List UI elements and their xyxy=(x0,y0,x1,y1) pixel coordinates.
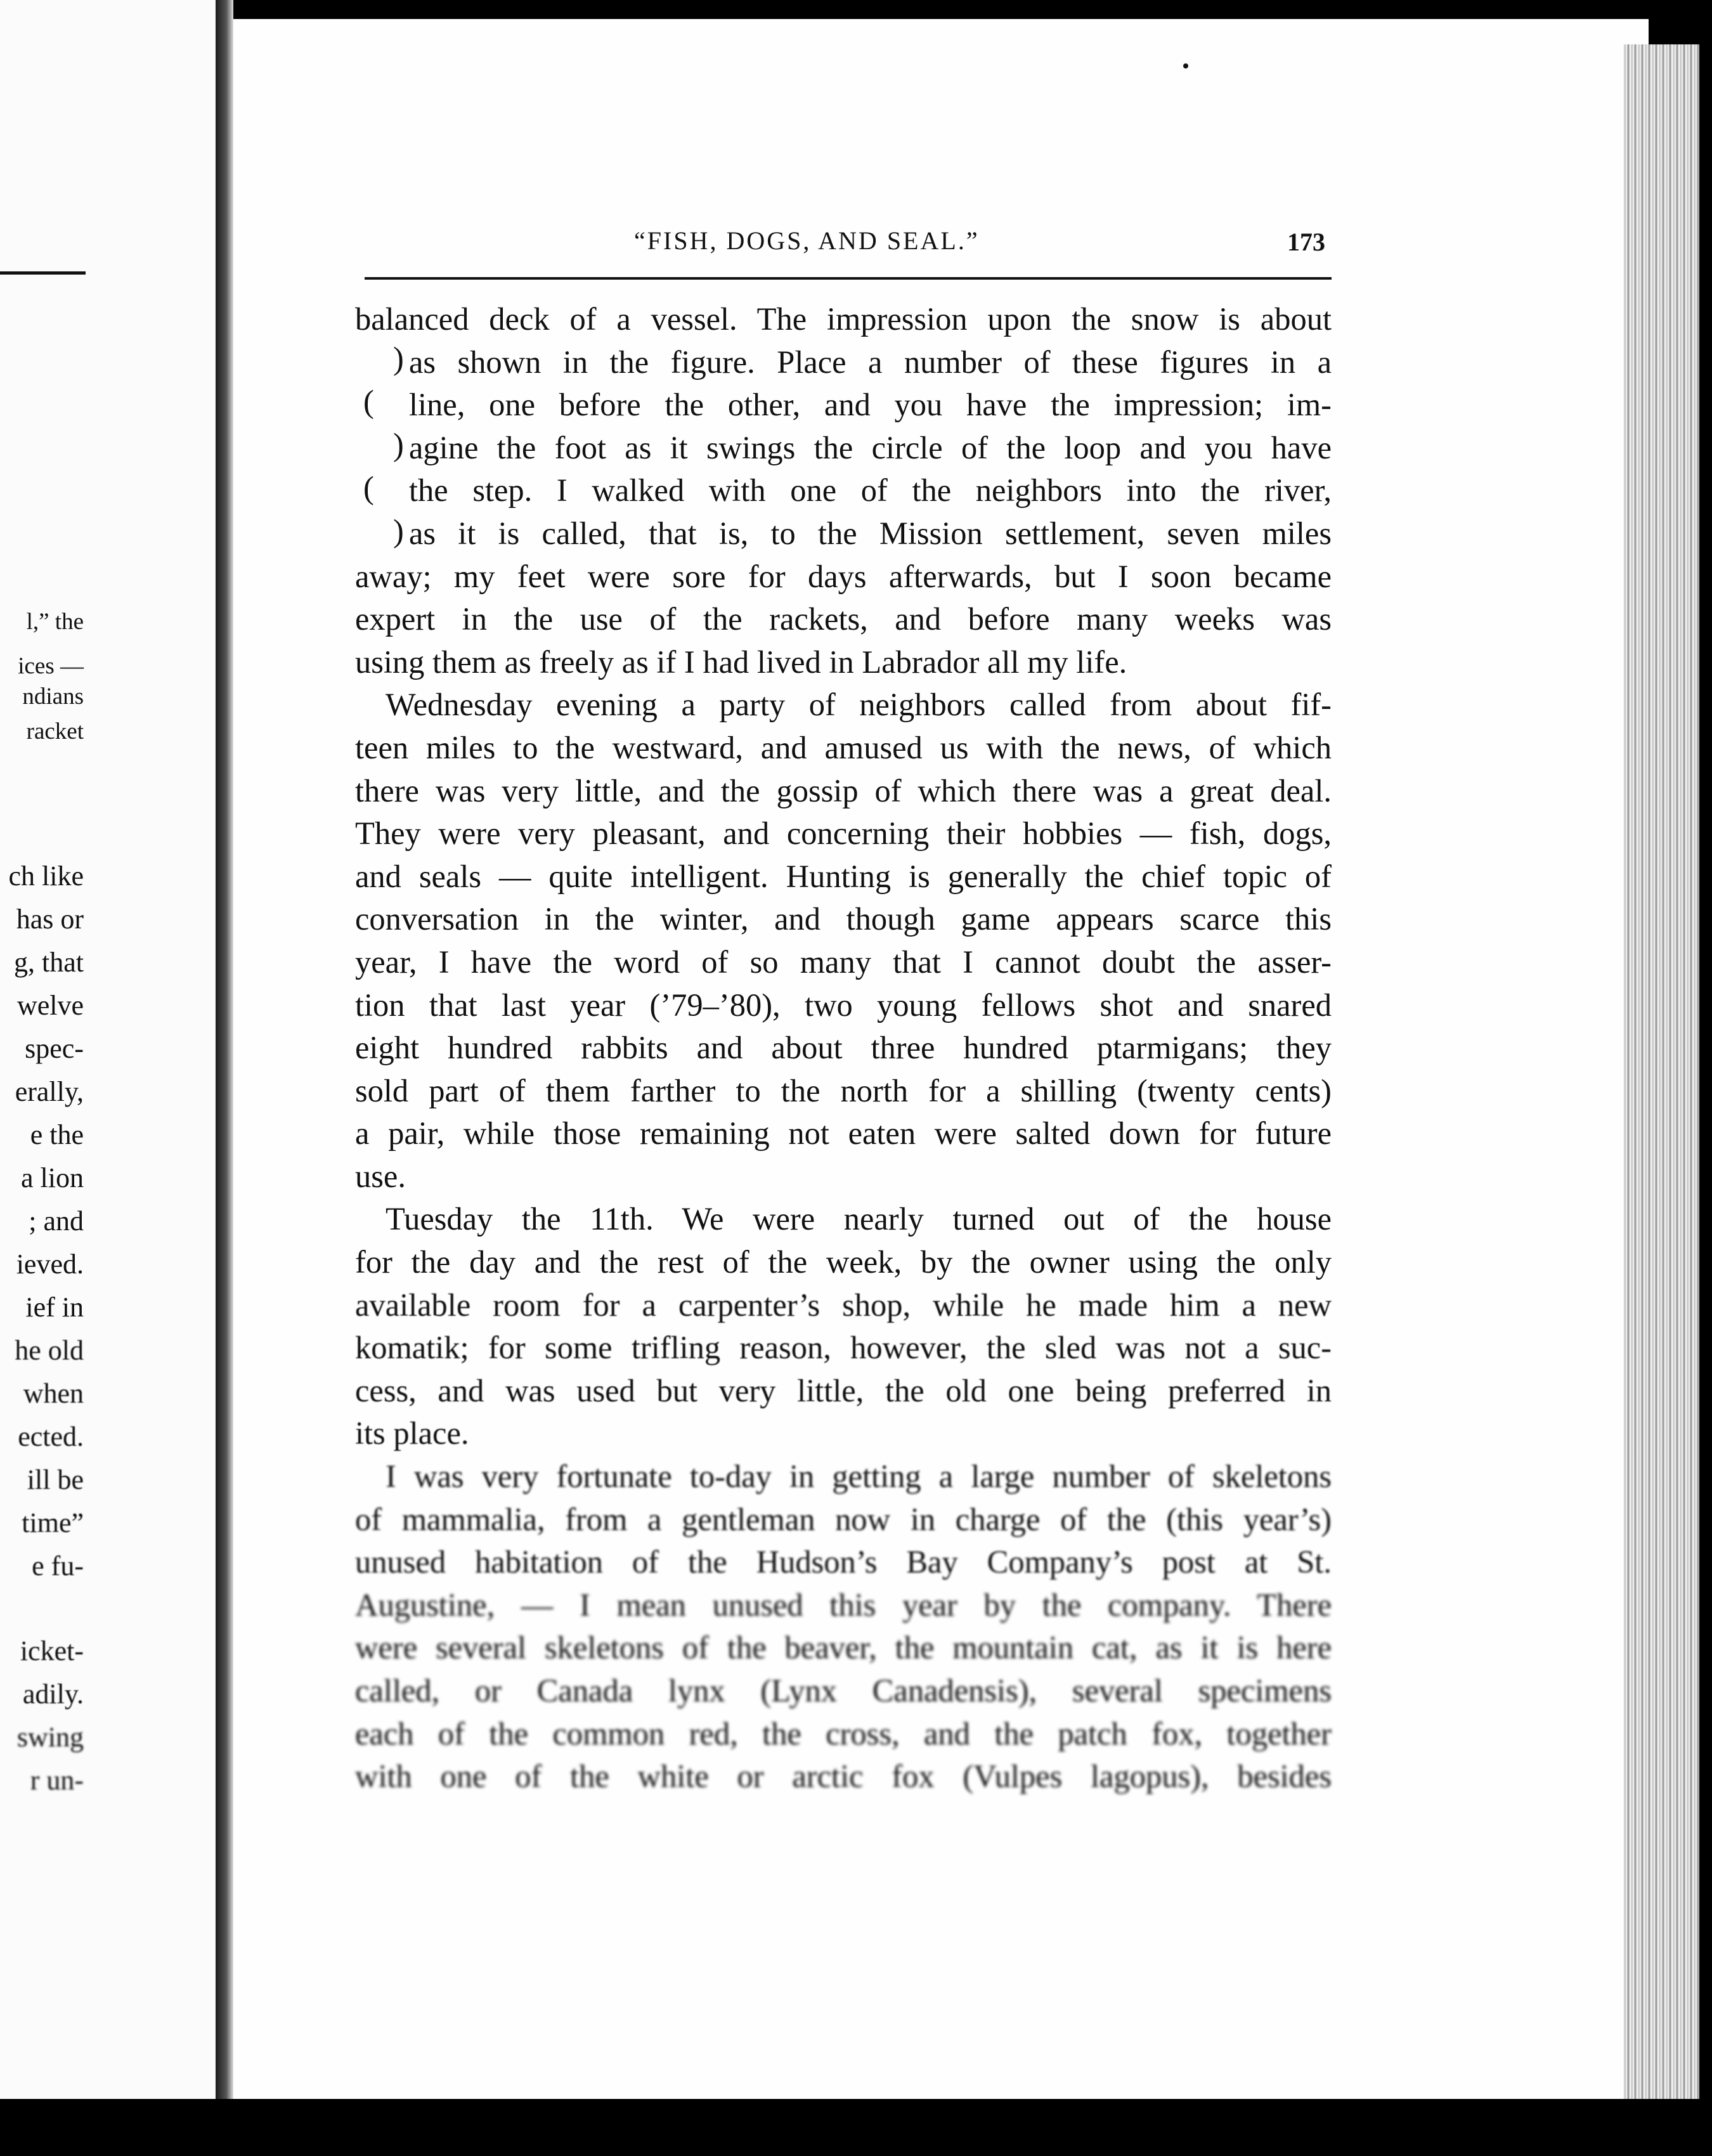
left-page-fragment: g, that xyxy=(14,947,84,978)
text-line: called, or Canada lynx (Lynx Canadensis), several specimens xyxy=(355,1673,1332,1708)
left-page-fragment: ieved. xyxy=(16,1249,84,1280)
left-page-fragment: e fu- xyxy=(32,1550,84,1581)
figure-mark-right-paren: ) xyxy=(393,513,404,549)
text-line: use. xyxy=(355,1158,406,1194)
left-page-fragment: ndians xyxy=(22,684,84,710)
left-page-fragment: l,” the xyxy=(26,609,84,635)
left-page-fragment: a lion xyxy=(21,1162,84,1193)
text-line: line, one before the other, and you have the impression; im- xyxy=(409,387,1332,423)
text-line: Tuesday the 11th. We were nearly turned out of the house xyxy=(386,1201,1332,1237)
text-line: Augustine, — I mean unused this year by the company. There xyxy=(355,1587,1332,1623)
left-page-fragment: time” xyxy=(22,1507,84,1538)
text-line: Wednesday evening a party of neighbors called from about fif- xyxy=(386,687,1332,723)
body-text xyxy=(355,298,1332,1798)
left-page-fragment: spec- xyxy=(25,1033,84,1064)
text-line: available room for a carpenter’s shop, while he made him a new xyxy=(355,1287,1332,1323)
text-line: as it is called, that is, to the Mission settlement, seven miles xyxy=(409,515,1332,551)
text-line: using them as freely as if I had lived in Labrador all my life. xyxy=(355,644,1127,680)
text-line: cess, and was used but very little, the old one being preferred in xyxy=(355,1372,1332,1408)
ink-speck xyxy=(1183,63,1188,68)
bottom-shadow xyxy=(216,2099,1712,2156)
book-gutter xyxy=(216,0,233,2112)
left-page-fragment: he old xyxy=(15,1335,84,1366)
left-page-fragment: ; and xyxy=(29,1205,84,1237)
text-line: sold part of them farther to the north for a shilling (twenty cents) xyxy=(355,1072,1332,1108)
left-page-fragment: ch like xyxy=(8,860,84,892)
text-line: komatik; for some trifling reason, however, the sled was not a suc- xyxy=(355,1330,1332,1366)
text-line: were several skeletons of the beaver, the mountain cat, as it is here xyxy=(355,1630,1332,1666)
text-line: its place. xyxy=(355,1415,469,1451)
left-page-fragment: icket- xyxy=(20,1635,84,1666)
text-line: balanced deck of a vessel. The impression upon the snow is about xyxy=(355,301,1332,337)
left-page-fragment: racket xyxy=(26,718,84,744)
text-line: eight hundred rabbits and about three hundred ptarmigans; they xyxy=(355,1030,1332,1066)
text-line: a pair, while those remaining not eaten were salted down for future xyxy=(355,1115,1332,1152)
left-page-rule xyxy=(0,271,86,275)
text-line: the step. I walked with one of the neighbors into the river, xyxy=(409,472,1332,509)
left-page-fragment: ief in xyxy=(25,1292,84,1323)
text-line: year, I have the word of so many that I cannot doubt the asser- xyxy=(355,944,1332,980)
text-line: away; my feet were sore for days afterwards, but I soon became xyxy=(355,558,1332,594)
text-line: for the day and the rest of the week, by the owner using the only xyxy=(355,1244,1332,1280)
text-line: agine the foot as it swings the circle of the loop and you have xyxy=(409,429,1332,465)
text-line: expert in the use of the rackets, and before many weeks was xyxy=(355,601,1332,637)
left-page-fragment: ected. xyxy=(18,1421,84,1452)
text-line: They were very pleasant, and concerning their hobbies — fish, dogs, xyxy=(355,815,1332,852)
left-page-fragment: ices — xyxy=(18,653,84,679)
text-line: unused habitation of the Hudson’s Bay Company’s post at St. xyxy=(355,1544,1332,1580)
page-edges xyxy=(1623,44,1699,2105)
text-line: tion that last year (’79–’80), two young fellows shot and snared xyxy=(355,987,1332,1023)
left-page-fragment: swing xyxy=(16,1722,84,1753)
running-title: “FISH, DOGS, AND SEAL.” xyxy=(634,226,980,255)
page-number: 173 xyxy=(1287,228,1325,256)
text-line: of mammalia, from a gentleman now in charge of the (this year’s) xyxy=(355,1501,1332,1537)
left-page-fragment: ill be xyxy=(27,1464,84,1495)
left-page-fragment: r un- xyxy=(30,1765,84,1796)
text-line: and seals — quite intelligent. Hunting is generally the chief topic of xyxy=(355,858,1332,894)
left-page-fragment: e the xyxy=(30,1119,84,1150)
text-line: I was very fortunate to-day in getting a large number of skeletons xyxy=(386,1458,1332,1495)
header-rule xyxy=(365,277,1332,280)
text-line: teen miles to the westward, and amused us with the news, of which xyxy=(355,729,1332,765)
figure-mark-left-paren: ( xyxy=(363,470,374,505)
left-page-fragment: when xyxy=(23,1378,84,1409)
left-page-fragment: erally, xyxy=(15,1076,84,1107)
left-page xyxy=(0,0,218,2099)
text-line: there was very little, and the gossip of which there was a great deal. xyxy=(355,772,1332,808)
figure-mark-right-paren: ) xyxy=(393,427,404,462)
left-page-fragment: has or xyxy=(16,904,84,935)
text-line: conversation in the winter, and though game appears scarce this xyxy=(355,901,1332,937)
figure-mark-right-paren: ) xyxy=(393,341,404,376)
left-page-fragment: welve xyxy=(16,990,84,1021)
text-line: each of the common red, the cross, and the patch fox, together xyxy=(355,1715,1332,1751)
text-line: with one of the white or arctic fox (Vulpes lagopus), besides xyxy=(355,1758,1332,1795)
left-page-fragment: adily. xyxy=(22,1679,84,1710)
text-line: as shown in the figure. Place a number of these figures in a xyxy=(409,344,1332,380)
figure-mark-left-paren: ( xyxy=(363,384,374,419)
